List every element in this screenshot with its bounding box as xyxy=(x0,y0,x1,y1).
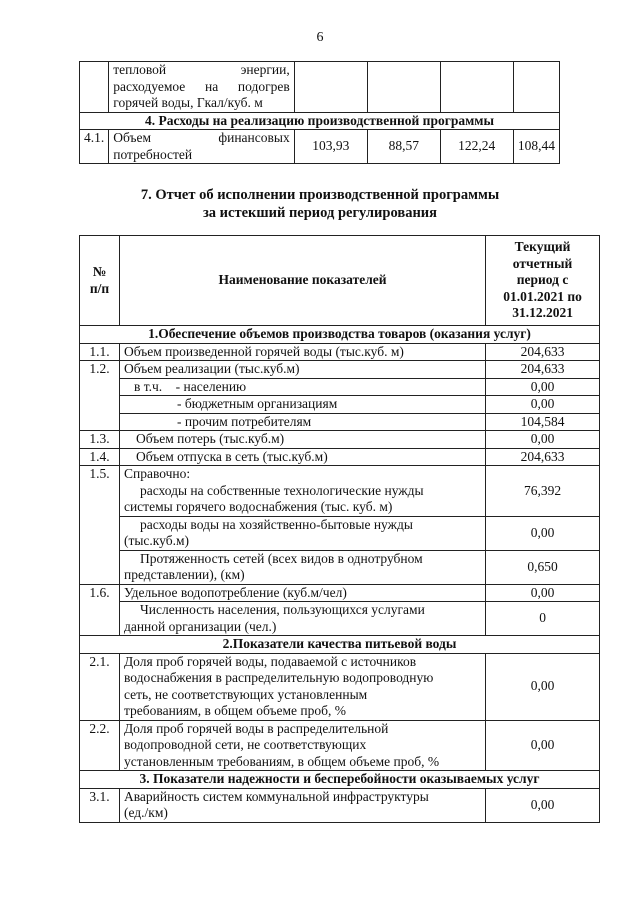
row-label: Объем финансовых потребностей xyxy=(109,130,294,164)
value-cell: 0,00 xyxy=(486,431,600,449)
section-title: 4. Расходы на реализацию производственной программы xyxy=(80,112,560,130)
table-row xyxy=(80,584,600,602)
row-number: 4.1. xyxy=(80,130,109,164)
row-number: 1.3. xyxy=(80,431,120,449)
value-cell: 0,00 xyxy=(486,378,600,396)
value-cell: 204,633 xyxy=(486,361,600,379)
value-cell: 76,392 xyxy=(486,466,600,517)
row-number: 2.1. xyxy=(80,653,120,720)
section-title: 3. Показатели надежности и бесперебойности оказываемых услуг xyxy=(80,771,600,789)
section-row xyxy=(80,636,600,654)
row-label: тепловой энергии, расходуемое на подогрев горячей воды, Гкал/куб. м xyxy=(109,62,294,113)
table-row xyxy=(80,413,600,431)
value-cell: 0,650 xyxy=(486,550,600,584)
row-label: - прочим потребителям xyxy=(119,413,485,431)
row-label: - бюджетным организациям xyxy=(119,396,485,414)
table-row xyxy=(80,396,600,414)
row-label: Удельное водопотребление (куб.м/чел) xyxy=(119,584,485,602)
row-label: Аварийность систем коммунальной инфраструктуры (ед./км) xyxy=(119,788,485,822)
header-period: Текущий отчетный период с 01.01.2021 по 31.12.2021 xyxy=(486,236,600,326)
row-number: 1.6. xyxy=(80,584,120,636)
value-cell: 104,584 xyxy=(486,413,600,431)
row-label: Протяженность сетей (всех видов в однотрубном представлении), (км) xyxy=(119,550,485,584)
value-cell: 0 xyxy=(486,602,600,636)
row-label: Объем произведенной горячей воды (тыс.куб. м) xyxy=(119,343,485,361)
value-cell: 0,00 xyxy=(486,653,600,720)
row-label: Объем реализации (тыс.куб.м) xyxy=(119,361,485,379)
row-label: Доля проб горячей воды, подаваемой с источников водоснабжения в распределительную водопроводную сеть, не соответствующих установленным требованиям, в общем объеме проб, % xyxy=(119,653,485,720)
table-row xyxy=(80,448,600,466)
row-number: 1.4. xyxy=(80,448,120,466)
row-number: 2.2. xyxy=(80,720,120,771)
row-label: в т.ч. - населению xyxy=(119,378,485,396)
value-cell: 108,44 xyxy=(513,130,559,164)
section-title: 2.Показатели качества питьевой воды xyxy=(80,636,600,654)
table-row xyxy=(80,431,600,449)
table-row xyxy=(80,516,600,550)
section-row xyxy=(80,326,600,344)
header-num: № п/п xyxy=(80,236,120,326)
value-cell: 0,00 xyxy=(486,788,600,822)
report-title: 7. Отчет об исполнении производственной программы за истекший период регулирования xyxy=(140,187,500,221)
table-row xyxy=(80,720,600,771)
table-row xyxy=(80,130,560,164)
row-label: Численность населения, пользующихся услугами данной организации (чел.) xyxy=(119,602,485,636)
row-label: Объем потерь (тыс.куб.м) xyxy=(119,431,485,449)
table-row xyxy=(80,378,600,396)
value-cell: 0,00 xyxy=(486,720,600,771)
value-cell: 0,00 xyxy=(486,516,600,550)
table-row xyxy=(80,466,600,517)
table-row xyxy=(80,653,600,720)
table-row xyxy=(80,343,600,361)
table-row xyxy=(80,788,600,822)
header-row xyxy=(80,236,600,326)
value-cell: 204,633 xyxy=(486,448,600,466)
table-row xyxy=(80,602,600,636)
row-label: Справочно: расходы на собственные технологические нужды системы горячего водоснабжения (тыс. куб. м) xyxy=(119,466,485,517)
value-cell: 0,00 xyxy=(486,584,600,602)
row-number: 1.1. xyxy=(80,343,120,361)
top-table xyxy=(79,61,560,164)
header-name: Наименование показателей xyxy=(119,236,485,326)
row-label: Доля проб горячей воды в распределительной водопроводной сети, не соответствующих установленным требованиям, в общем объеме проб, % xyxy=(119,720,485,771)
value-cell: 0,00 xyxy=(486,396,600,414)
value-cell: 204,633 xyxy=(486,343,600,361)
table-row xyxy=(80,361,600,379)
section-row xyxy=(80,112,560,130)
row-number: 1.5. xyxy=(80,466,120,585)
value-cell: 122,24 xyxy=(440,130,513,164)
value-cell: 88,57 xyxy=(367,130,440,164)
row-label: Объем отпуска в сеть (тыс.куб.м) xyxy=(119,448,485,466)
section-row xyxy=(80,771,600,789)
value-cell: 103,93 xyxy=(294,130,367,164)
page-number: 6 xyxy=(316,30,324,45)
report-table xyxy=(79,235,600,823)
table-row xyxy=(80,550,600,584)
section-title: 1.Обеспечение объемов производства товаров (оказания услуг) xyxy=(80,326,600,344)
row-number: 1.2. xyxy=(80,361,120,431)
row-label: расходы воды на хозяйственно-бытовые нужды (тыс.куб.м) xyxy=(119,516,485,550)
table-row xyxy=(80,62,560,113)
row-number: 3.1. xyxy=(80,788,120,822)
